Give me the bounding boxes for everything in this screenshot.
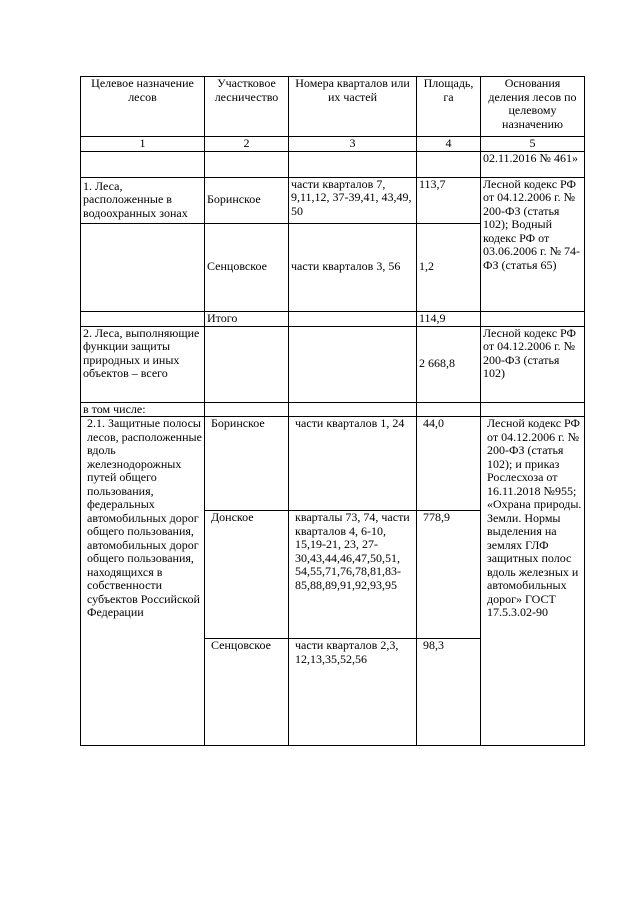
district-cell: Донское: [205, 511, 289, 639]
group21-purpose: 2.1. Защитные полосы лесов, расположенные вдоль железнодорожных путей общего пользования, федеральных автомобильных дорог общего пользования, автомобильных дорог общего пользования, находящихся в собственности субъектов Российской Федерации: [81, 417, 205, 746]
quarters-cell: части кварталов 3, 56: [289, 223, 417, 311]
quarters-cell: части кварталов 2,3, 12,13,35,52,56: [289, 639, 417, 746]
quarters-cell: кварталы 73, 74, части кварталов 4, 6-10, 15,19-21, 23, 27-30,43,44,46,47,50,51, 54,55,71,76,78,81,83-85,88,89,91,92,93,95: [289, 511, 417, 639]
including-label: в том числе:: [81, 402, 205, 417]
district-cell: Сенцовское: [205, 223, 289, 311]
continuation-row: [81, 151, 585, 177]
forest-purpose-table: [80, 76, 585, 746]
area-cell: 98,3: [417, 639, 481, 746]
column-numbers-row: [81, 137, 585, 152]
table-row: [81, 177, 585, 223]
header-district: Участковое лесничество: [205, 77, 289, 137]
header-row: [81, 77, 585, 137]
group1-basis: Лесной кодекс РФ от 04.12.2006 г. № 200-ФЗ (статья 102); Водный кодекс РФ от 03.06.2006 г. № 74-ФЗ (статья 65): [481, 177, 585, 311]
area-cell: 44,0: [417, 417, 481, 511]
total-row: [81, 311, 585, 326]
group2-purpose: 2. Леса, выполняющие функции защиты природных и иных объектов – всего: [81, 326, 205, 402]
district-cell: Боринское: [205, 417, 289, 511]
district-cell: Сенцовское: [205, 639, 289, 746]
header-basis: Основания деления лесов по целевому назначению: [481, 77, 585, 137]
including-row: [81, 402, 585, 417]
column-number: 5: [481, 137, 585, 152]
header-quarters: Номера кварталов или их частей: [289, 77, 417, 137]
quarters-cell: части кварталов 1, 24: [289, 417, 417, 511]
group2-area: 2 668,8: [417, 326, 481, 402]
group2-basis: Лесной кодекс РФ от 04.12.2006 г. № 200-ФЗ (статья 102): [481, 326, 585, 402]
quarters-cell: части кварталов 7, 9,11,12, 37-39,41, 43,49, 50: [289, 177, 417, 223]
column-number: 1: [81, 137, 205, 152]
group21-basis: Лесной кодекс РФ от 04.12.2006 г. № 200-ФЗ (статья 102); и приказ Рослесхоза от 16.11.2018 №955; «Охрана природы. Земли. Нормы выделения на землях ГЛФ защитных полос вдоль железных и автомобильных дорог» ГОСТ 17.5.3.02-90: [481, 417, 585, 746]
area-cell: 113,7: [417, 177, 481, 223]
column-number: 4: [417, 137, 481, 152]
total-label: Итого: [205, 311, 289, 326]
header-purpose: Целевое назначение лесов: [81, 77, 205, 137]
column-number: 3: [289, 137, 417, 152]
district-cell: Боринское: [205, 177, 289, 223]
area-cell: 778,9: [417, 511, 481, 639]
header-area: Площадь, га: [417, 77, 481, 137]
continuation-basis: 02.11.2016 № 461»: [481, 151, 585, 177]
column-number: 2: [205, 137, 289, 152]
table-row: [81, 326, 585, 402]
total-area: 114,9: [417, 311, 481, 326]
table-row: [81, 417, 585, 511]
area-cell: 1,2: [417, 223, 481, 311]
group1-purpose: 1. Леса, расположенные в водоохранных зонах: [81, 177, 205, 223]
